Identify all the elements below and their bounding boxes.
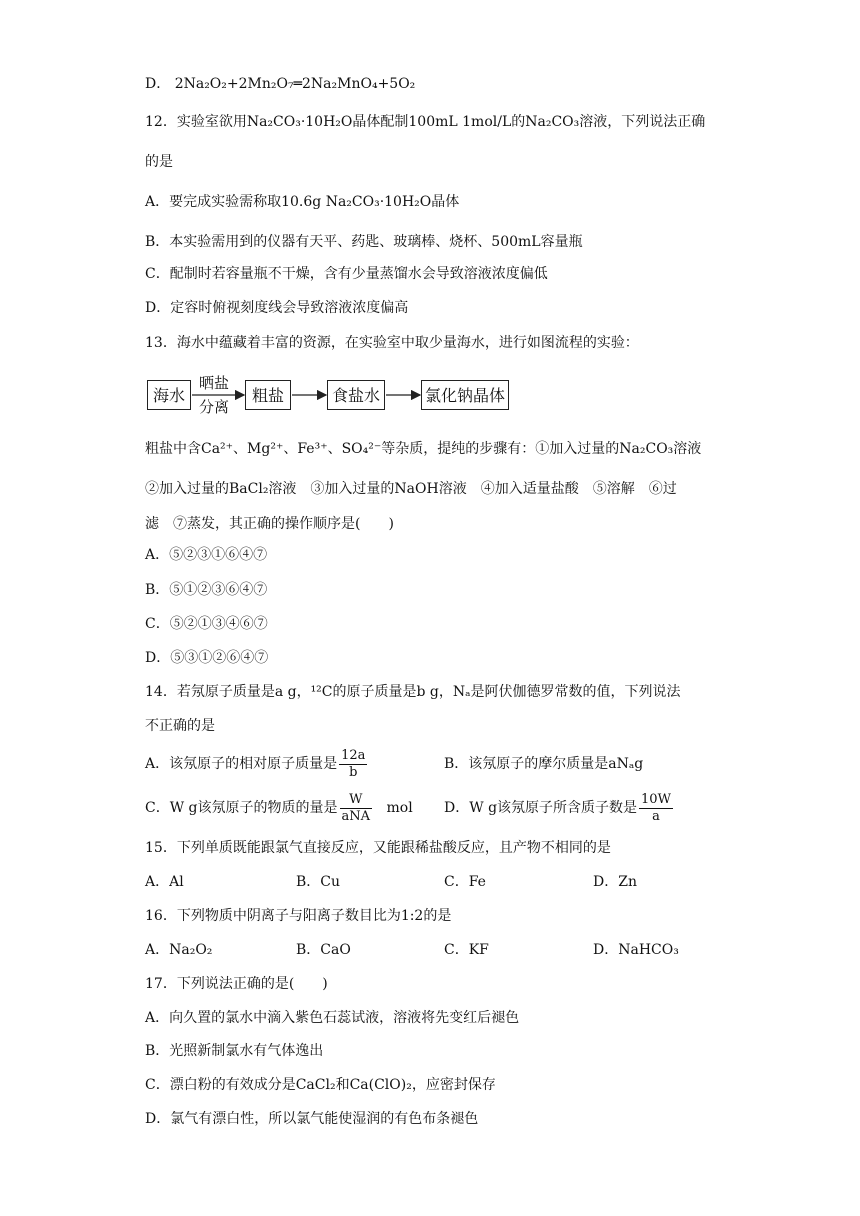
q17-option-d: D．氯气有漂白性，所以氯气能使湿润的有色布条褪色 <box>145 1111 479 1127</box>
q15-option-d: D．Zn <box>593 874 637 890</box>
q12-stem-line2: 的是 <box>145 154 173 170</box>
q17-option-a: A．向久置的氯水中滴入紫色石蕊试液，溶液将先变红后褪色 <box>145 1010 520 1026</box>
q13-option-d: D．⑤③①②⑥④⑦ <box>145 650 269 666</box>
q14-option-b: B．该氖原子的摩尔质量是aNₐg <box>444 756 644 772</box>
q16-stem: 16．下列物质中阴离子与阳离子数目比为1:2的是 <box>145 908 452 924</box>
flow-label-top: 晒盐 <box>199 374 230 392</box>
q13-text-line3: 滤 ⑦蒸发，其正确的操作顺序是( ) <box>145 516 394 532</box>
q12-option-d: D．定容时俯视刻度线会导致溶液浓度偏高 <box>145 300 409 316</box>
q16-option-b: B．CaO <box>296 942 351 958</box>
q16-option-c: C．KF <box>444 942 489 958</box>
q14-d-numerator: 10W <box>641 791 671 807</box>
q12-option-a: A．要完成实验需称取10.6g Na₂CO₃·10H₂O晶体 <box>145 194 460 210</box>
q17-option-b: B．光照新制氯水有气体逸出 <box>145 1043 324 1059</box>
q11-d-equation: 2Na₂O₂+2Mn₂O₇═2Na₂MnO₄+5O₂ <box>174 76 416 92</box>
q14-d-denominator: a <box>652 808 660 824</box>
q14-a-fraction <box>339 748 367 781</box>
q14-a-denominator: b <box>349 764 358 780</box>
q14-option-c <box>145 790 413 826</box>
q13-option-b: B．⑤①②③⑥④⑦ <box>145 582 268 598</box>
q13-stem: 13．海水中蕴藏着丰富的资源，在实验室中取少量海水，进行如图流程的实验： <box>145 335 639 351</box>
q16-option-a: A．Na₂O₂ <box>145 942 213 958</box>
q14-stem-line1: 14．若氖原子质量是a g，¹²C的原子质量是b g，Nₐ是阿伏伽德罗常数的值，下列说法 <box>145 684 681 700</box>
q14-option-a <box>145 746 369 782</box>
q12-stem-line1: 12．实验室欲用Na₂CO₃·10H₂O晶体配制100mL 1mol/L的Na₂CO₃溶液，下列说法正确 <box>145 114 706 130</box>
q11-option-d <box>145 74 415 94</box>
flow-box-brine: 食盐水 <box>327 380 385 410</box>
q14-option-d <box>444 790 675 826</box>
q14-c-unit: mol <box>386 800 413 816</box>
q13-flow-diagram <box>147 374 517 420</box>
q13-text-line2: ②加入过量的BaCl₂溶液 ③加入过量的NaOH溶液 ④加入适量盐酸 ⑤溶解 ⑥过 <box>145 481 677 497</box>
q14-c-text: C．W g该氖原子的物质的量是 <box>145 800 338 816</box>
q12-option-c: C．配制时若容量瓶不干燥，含有少量蒸馏水会导致溶液浓度偏低 <box>145 266 548 282</box>
flow-box-crude-salt: 粗盐 <box>245 380 291 410</box>
q14-c-fraction <box>340 792 373 825</box>
q12-option-b: B．本实验需用到的仪器有天平、药匙、玻璃棒、烧杯、500mL容量瓶 <box>145 234 583 250</box>
flow-box-nacl-crystal: 氯化钠晶体 <box>421 380 509 410</box>
q13-text-line1: 粗盐中含Ca²⁺、Mg²⁺、Fe³⁺、SO₄²⁻等杂质，提纯的步骤有：①加入过量的Na₂CO₃溶液 <box>145 441 702 457</box>
q14-a-numerator: 12a <box>341 747 366 763</box>
q17-stem: 17．下列说法正确的是( ) <box>145 976 328 992</box>
q14-c-denominator: aNA <box>341 808 371 824</box>
q14-stem-line2: 不正确的是 <box>145 718 215 734</box>
flow-label-bottom: 分离 <box>199 398 230 416</box>
q15-stem: 15．下列单质既能跟氯气直接反应，又能跟稀盐酸反应，且产物不相同的是 <box>145 840 611 856</box>
flow-arrows <box>147 374 517 420</box>
q11-d-prefix: D． <box>145 76 171 92</box>
q14-c-numerator: W <box>340 792 373 809</box>
flow-box-seawater: 海水 <box>147 380 191 410</box>
q15-option-a: A．Al <box>145 874 184 890</box>
q14-a-text: A．该氖原子的相对原子质量是 <box>145 756 338 772</box>
q15-option-c: C．Fe <box>444 874 486 890</box>
q13-option-c: C．⑤②①③④⑥⑦ <box>145 616 268 632</box>
q14-d-fraction <box>639 792 673 825</box>
q14-d-text: D．W g该氖原子所含质子数是 <box>444 800 638 816</box>
q13-option-a: A．⑤②③①⑥④⑦ <box>145 547 268 563</box>
q15-option-b: B．Cu <box>296 874 341 890</box>
q17-option-c: C．漂白粉的有效成分是CaCl₂和Ca(ClO)₂，应密封保存 <box>145 1077 496 1093</box>
q16-option-d: D．NaHCO₃ <box>593 942 679 958</box>
